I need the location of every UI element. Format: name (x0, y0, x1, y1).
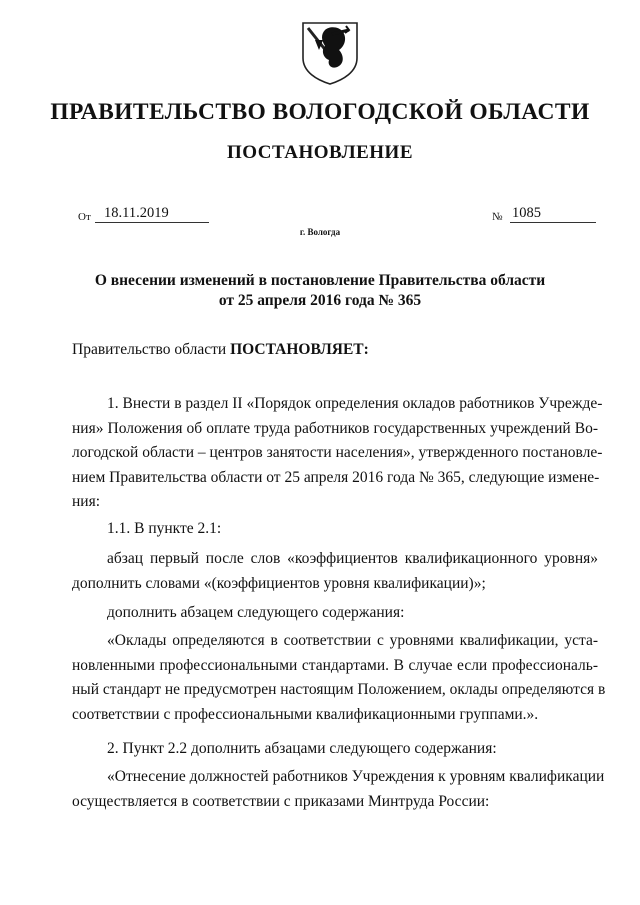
subject-line: от 25 апреля 2016 года № 365 (218, 292, 422, 309)
text-line: 1. Внести в раздел II «Порядок определения окладов работников Учрежде- (107, 395, 603, 412)
paragraph-item-1 (72, 392, 603, 515)
text-line: 2. Пункт 2.2 дополнить абзацами следующего содержания: (107, 740, 497, 757)
paragraph-quote-2 (72, 765, 605, 814)
government-title: ПРАВИТЕЛЬСТВО ВОЛОГОДСКОЙ ОБЛАСТИ (50, 99, 590, 125)
paragraph-amendment-1 (72, 547, 598, 596)
paragraph-item-2 (72, 737, 598, 762)
paragraph-amendment-2 (72, 601, 598, 626)
document-number: 1085 (510, 205, 596, 223)
text-line: «Отнесение должностей работников Учреждения к уровням квалификации (107, 768, 605, 785)
text-line: логодской области – центров занятости населения», утвержденного постановле- (72, 444, 603, 461)
lead-bold: ПОСТАНОВЛЯЕТ: (230, 341, 369, 358)
document-date: 18.11.2019 (95, 205, 209, 223)
text-line: осуществляется в соответствии с приказами Минтруда России: (72, 792, 490, 810)
text-line: новленными профессиональными стандартами. В случае если профессиональ- (72, 656, 598, 674)
text-line: «Оклады определяются в соответствии с уровнями квалификации, уста- (107, 632, 598, 649)
text-line: дополнить абзацем следующего содержания: (107, 604, 405, 621)
date-prefix: От (78, 211, 91, 223)
paragraph-quote-1 (72, 629, 606, 727)
coat-of-arms-icon (299, 20, 361, 86)
paragraph-item-1-1 (72, 517, 598, 542)
text-line: соответствии с профессиональными квалификационными группами.». (72, 705, 539, 723)
text-line: 1.1. В пункте 2.1: (107, 520, 222, 537)
document-subject (60, 271, 580, 311)
text-line: ния» Положения об оплате труда работников государственных учреждений Во- (72, 419, 598, 437)
text-line: дополнить словами «(коэффициентов уровня квалификации)»; (72, 574, 486, 592)
city-label: г. Вологда (299, 227, 341, 237)
resolving-clause (72, 341, 369, 359)
number-prefix: № (492, 211, 503, 223)
subject-line: О внесении изменений в постановление Правительства области (94, 272, 546, 289)
text-line: ный стандарт не предусмотрен настоящим Положением, оклады определяются в (72, 681, 606, 698)
text-line: ния: (72, 493, 101, 510)
lead-text: Правительство области (72, 341, 231, 358)
text-line: нием Правительства области от 25 апреля 2016 года № 365, следующие измене- (72, 468, 600, 486)
text-line: абзац первый после слов «коэффициентов квалификационного уровня» (107, 550, 598, 567)
document-type: ПОСТАНОВЛЕНИЕ (226, 142, 414, 163)
